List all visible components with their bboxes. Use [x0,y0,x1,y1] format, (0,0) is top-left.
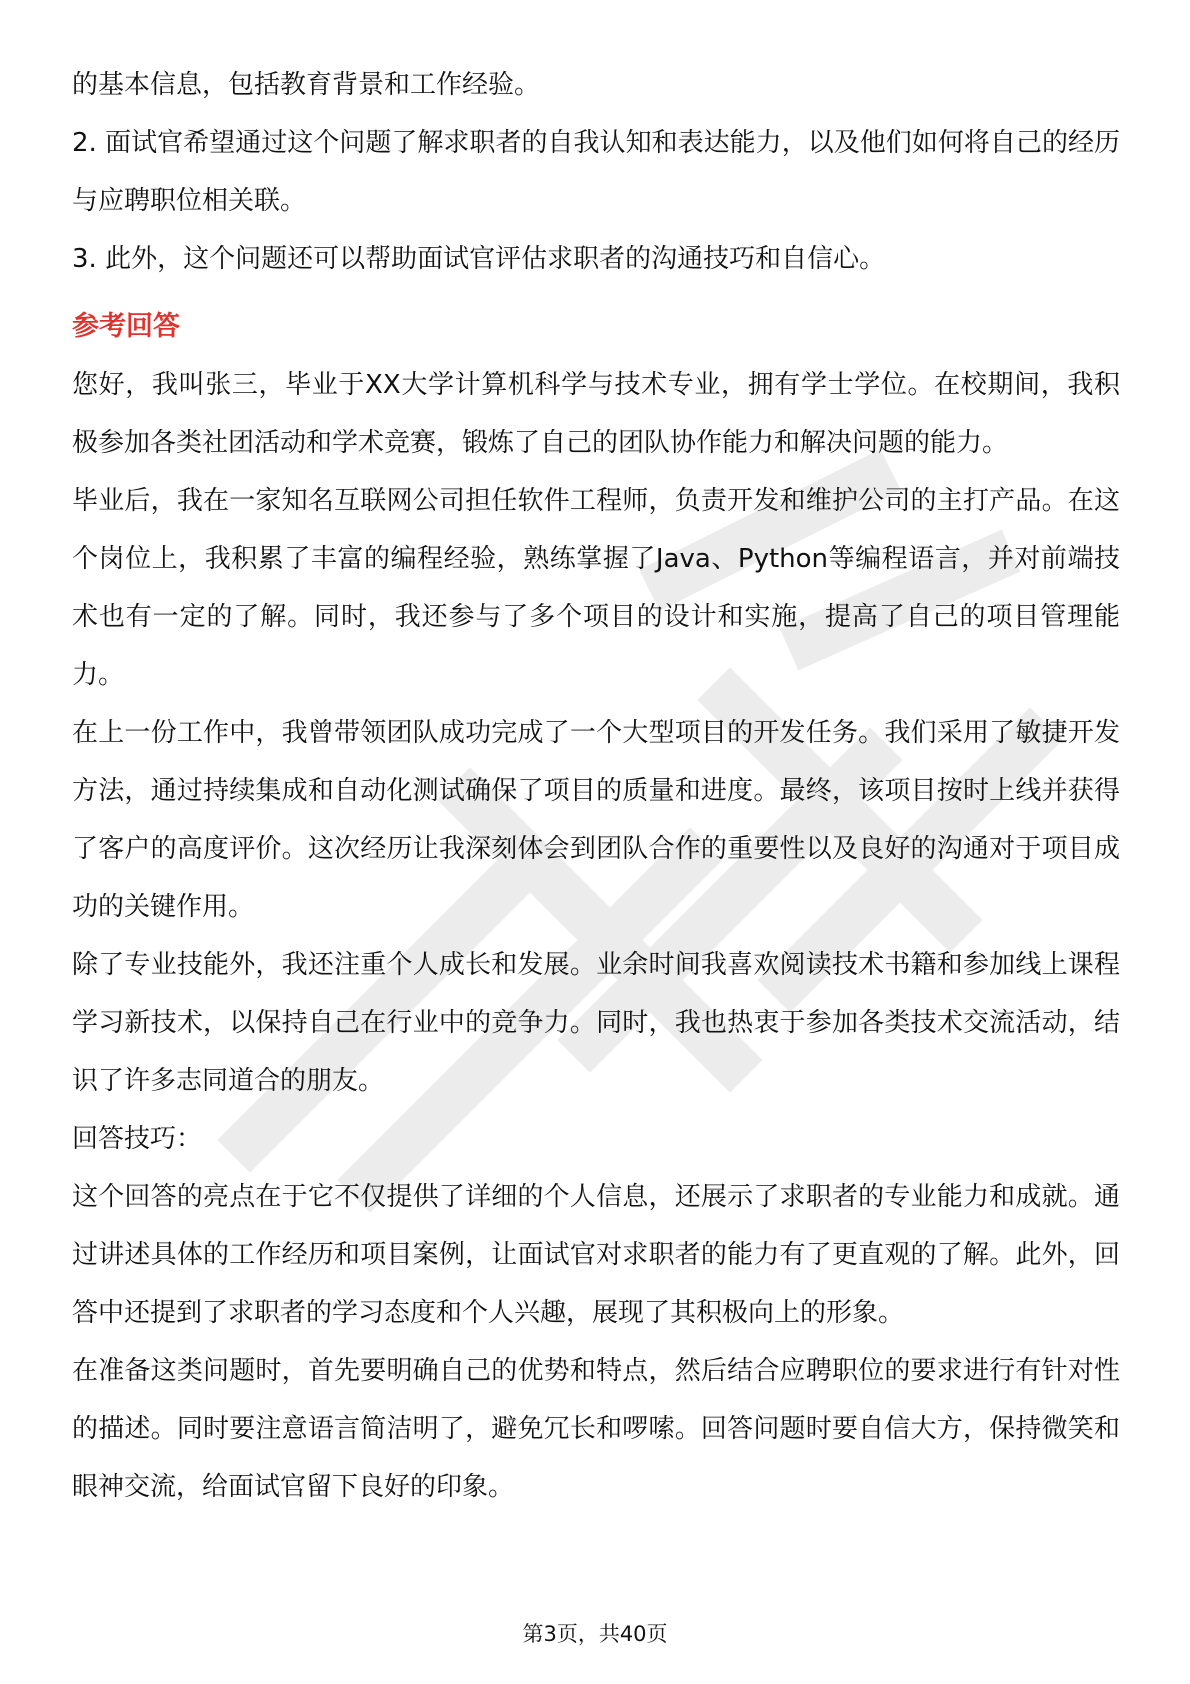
document-page [72,56,1120,1516]
paragraph-point-2: 2. 面试官希望通过这个问题了解求职者的自我认知和表达能力，以及他们如何将自己的经历与应聘职位相关联。 [72,128,1120,216]
paragraph-answer-4: 除了专业技能外，我还注重个人成长和发展。业余时间我喜欢阅读技术书籍和参加线上课程学习新技术，以保持自己在行业中的竞争力。同时，我也热衷于参加各类技术交流活动，结识了许多志同道合的朋友。 [72,950,1120,1096]
paragraph-tips-2: 在准备这类问题时，首先要明确自己的优势和特点，然后结合应聘职位的要求进行有针对性的描述。同时要注意语言简洁明了，避免冗长和啰嗦。回答问题时要自信大方，保持微笑和眼神交流，给面试官留下良好的印象。 [72,1356,1120,1502]
tips-label: 回答技巧： [72,1124,203,1154]
paragraph-tips-1: 这个回答的亮点在于它不仅提供了详细的个人信息，还展示了求职者的专业能力和成就。通过讲述具体的工作经历和项目案例，让面试官对求职者的能力有了更直观的了解。此外，回答中还提到了求职者的学习态度和个人兴趣，展现了其积极向上的形象。 [72,1182,1120,1328]
paragraph-point-3: 3. 此外，这个问题还可以帮助面试官评估求职者的沟通技巧和自信心。 [72,244,886,274]
paragraph-answer-3: 在上一份工作中，我曾带领团队成功完成了一个大型项目的开发任务。我们采用了敏捷开发方法，通过持续集成和自动化测试确保了项目的质量和进度。最终，该项目按时上线并获得了客户的高度评价。这次经历让我深刻体会到团队合作的重要性以及良好的沟通对于项目成功的关键作用。 [72,718,1120,922]
paragraph-answer-2: 毕业后，我在一家知名互联网公司担任软件工程师，负责开发和维护公司的主打产品。在这个岗位上，我积累了丰富的编程经验，熟练掌握了Java、Python等编程语言，并对前端技术也有一定的了解。同时，我还参与了多个项目的设计和实施，提高了自己的项目管理能力。 [72,486,1120,690]
page-footer: 第3页，共40页 [522,1622,668,1646]
paragraph-answer-1: 您好，我叫张三，毕业于XX大学计算机科学与技术专业，拥有学士学位。在校期间，我积极参加各类社团活动和学术竞赛，锻炼了自己的团队协作能力和解决问题的能力。 [72,370,1120,458]
section-heading-reference-answer: 参考回答 [72,311,180,342]
paragraph-intro-continued: 的基本信息，包括教育背景和工作经验。 [72,70,541,100]
